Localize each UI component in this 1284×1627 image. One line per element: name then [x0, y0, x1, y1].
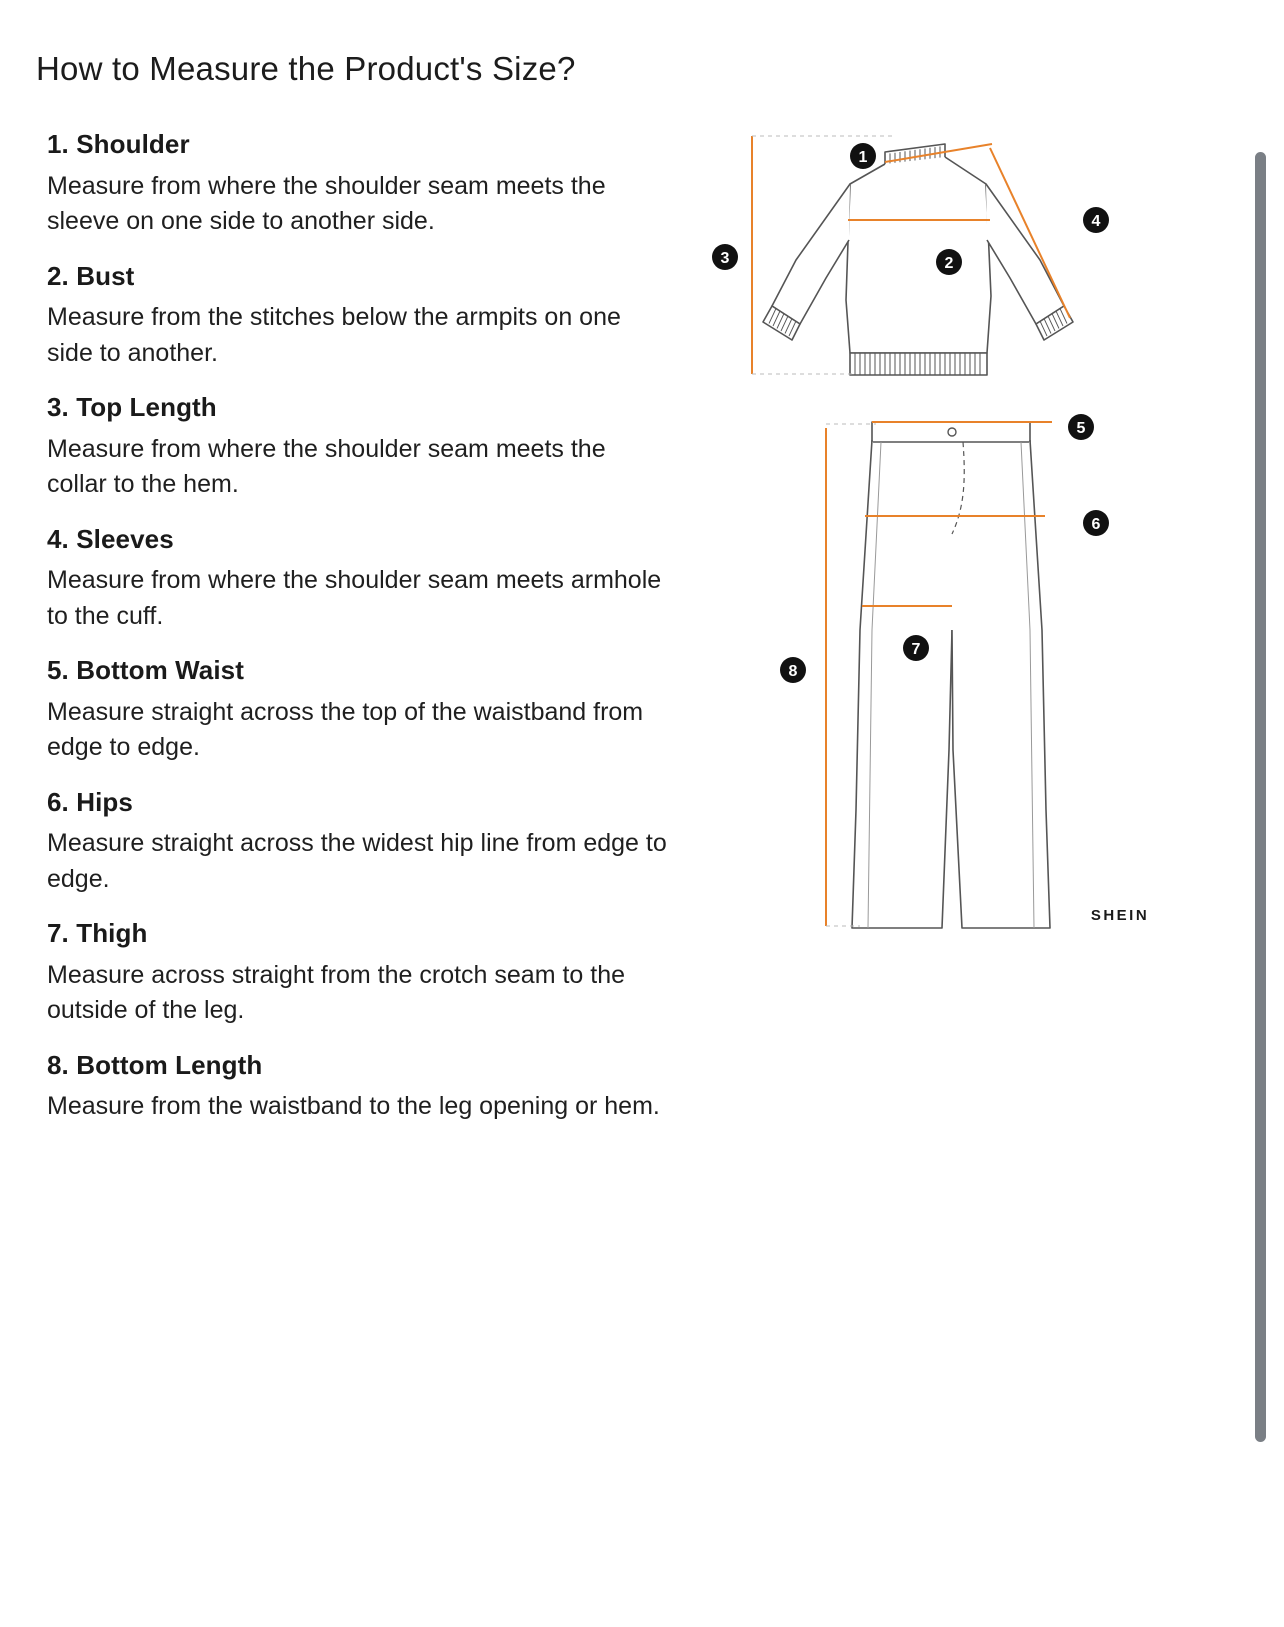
marker-2 — [936, 249, 962, 275]
step-desc-bottom-waist: Measure straight across the top of the waistband from edge to edge. — [47, 697, 644, 761]
marker-1 — [850, 143, 876, 169]
list-item — [47, 654, 687, 766]
step-heading-bottom-waist: 5. Bottom Waist — [47, 655, 244, 685]
step-desc-top-length: Measure from where the shoulder seam meets the collar to the hem. — [47, 434, 606, 498]
shein-logo: SHEIN — [1090, 907, 1150, 924]
marker-7 — [903, 635, 929, 661]
step-desc-shoulder: Measure from where the shoulder seam meets the sleeve on one side to another side. — [47, 171, 606, 235]
step-desc-hips: Measure straight across the widest hip line from edge to edge. — [47, 829, 667, 893]
step-heading-shoulder: 1. Shoulder — [47, 129, 190, 159]
step-desc-bust: Measure from the stitches below the armpits on one side to another. — [47, 303, 621, 367]
marker-8 — [780, 657, 806, 683]
step-heading-thigh: 7. Thigh — [47, 918, 148, 948]
marker-6 — [1083, 510, 1109, 536]
list-item — [47, 391, 687, 503]
measurement-diagram — [700, 110, 1200, 960]
svg-text:3: 3 — [720, 250, 730, 267]
step-heading-sleeves: 4. Sleeves — [47, 523, 174, 554]
step-heading-bust: 2. Bust — [47, 260, 135, 291]
svg-text:4: 4 — [1091, 213, 1101, 230]
step-heading-bottom-length: 8. Bottom Length — [47, 1049, 263, 1080]
svg-text:8: 8 — [788, 663, 798, 680]
marker-3 — [712, 244, 738, 270]
sweater-illustration — [763, 144, 1073, 375]
list-item — [47, 917, 687, 1029]
page-title: How to Measure the Product's Size? — [36, 50, 576, 88]
list-item — [47, 260, 687, 372]
svg-text:6: 6 — [1091, 516, 1101, 533]
pants-illustration — [852, 422, 1050, 928]
svg-text:5: 5 — [1076, 420, 1086, 437]
svg-text:2: 2 — [944, 255, 954, 272]
marker-4 — [1083, 207, 1109, 233]
list-item — [47, 786, 687, 898]
scrollbar[interactable] — [1260, 0, 1276, 1627]
svg-text:7: 7 — [911, 641, 921, 658]
measurement-steps-list — [47, 128, 687, 1145]
svg-text:1: 1 — [858, 149, 868, 166]
list-item — [47, 523, 687, 635]
step-heading-hips: 6. Hips — [47, 786, 133, 817]
step-desc-sleeves: Measure from where the shoulder seam meets armhole to the cuff. — [47, 566, 662, 630]
list-item — [47, 128, 687, 240]
scrollbar-thumb[interactable] — [1255, 152, 1266, 1442]
step-heading-top-length: 3. Top Length — [47, 392, 217, 422]
step-desc-thigh: Measure across straight from the crotch seam to the outside of the leg. — [47, 960, 626, 1024]
marker-5 — [1068, 414, 1094, 440]
step-desc-bottom-length: Measure from the waistband to the leg opening or hem. — [47, 1092, 660, 1120]
list-item — [47, 1049, 687, 1125]
